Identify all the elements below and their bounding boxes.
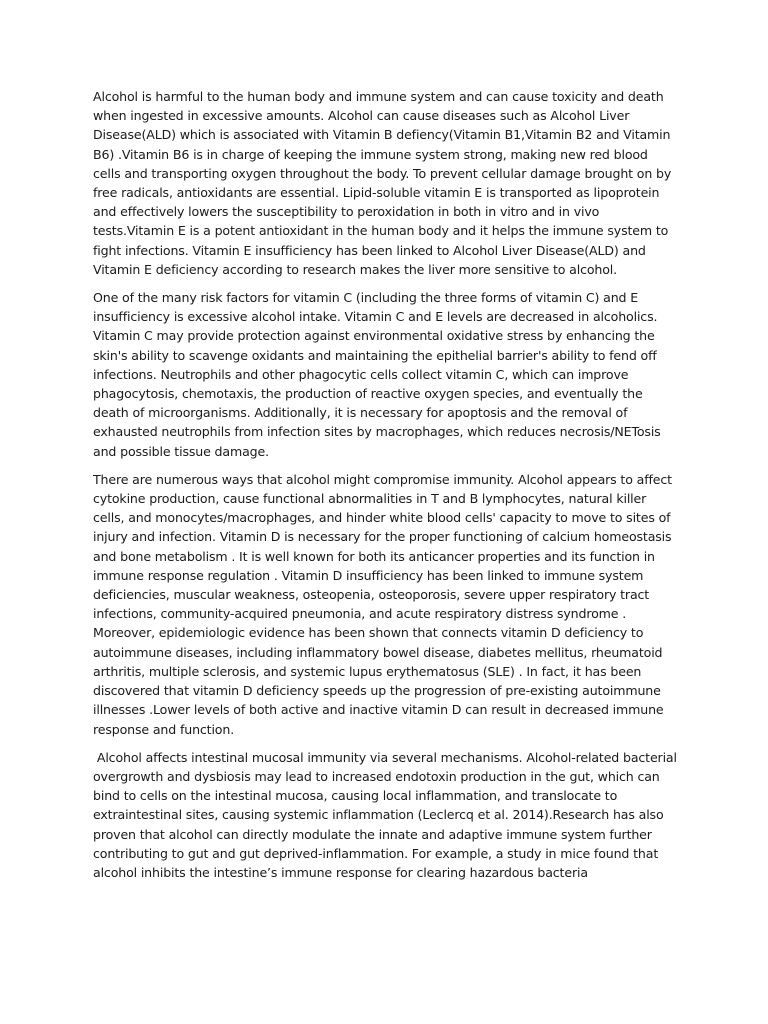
- paragraph-vitamin-d: There are numerous ways that alcohol might compromise immunity. Alcohol appears to affect cytokine production, cause functional abnormalities in T and B lymphocytes, natural killer cells, and monocytes/macrophages, and hinder white blood cells' capacity to move to sites of injury and infection. Vitamin D is necessary for the proper functioning of calcium homeostasis and bone metabolism . It is well known for both its anticancer properties and its function in immune response regulation . Vitamin D insufficiency has been linked to immune system deficiencies, muscular weakness, osteopenia, osteoporosis, severe upper respiratory tract infections, community-acquired pneumonia, and acute respiratory distress syndrome . Moreover, epidemiologic evidence has been shown that connects vitamin D deficiency to autoimmune diseases, including inflammatory bowel disease, diabetes mellitus, rheumatoid arthritis, multiple sclerosis, and systemic lupus erythematosus (SLE) . In fact, it has been discovered that vitamin D deficiency speeds up the progression of pre-existing autoimmune illnesses .Lower levels of both active and inactive vitamin D can result in decreased immune response and function.: [93, 471, 676, 737]
- paragraph-vitamin-c: One of the many risk factors for vitamin C (including the three forms of vitamin C) and E insufficiency is excessive alcohol intake. Vitamin C and E levels are decreased in alcoholics. Vitamin C may provide protection against environmental oxidative stress by enhancing the skin's ability to scavenge oxidants and maintaining the epithelial barrier's ability to fend off infections. Neutrophils and other phagocytic cells collect vitamin C, which can improve phagocytosis, chemotaxis, the production of reactive oxygen species, and eventually the death of microorganisms. Additionally, it is necessary for apoptosis and the removal of exhausted neutrophils from infection sites by macrophages, which reduces necrosis/NETosis and possible tissue damage.: [93, 290, 665, 459]
- paragraph-intestinal-immunity: Alcohol affects intestinal mucosal immunity via several mechanisms. Alcohol-related bacterial overgrowth and dysbiosis may lead to increased endotoxin production in the gut, which can bind to cells on the intestinal mucosa, causing local inflammation, and translocate to extraintestinal sites, causing systemic inflammation (Leclercq et al. 2014).Research has also proven that alcohol can directly modulate the innate and adaptive immune system further contributing to gut and gut deprived-inflammation. For example, a study in mice found that alcohol inhibits the intestine’s immune response for clearing hazardous bacteria: [93, 749, 681, 880]
- document-body: [93, 87, 679, 891]
- paragraph-alcohol-vitamin-b-e: Alcohol is harmful to the human body and immune system and can cause toxicity and death when ingested in excessive amounts. Alcohol can cause diseases such as Alcohol Liver Disease(ALD) which is associated with Vitamin B defiency(Vitamin B1,Vitamin B2 and Vitamin B6) .Vitamin B6 is in charge of keeping the immune system strong, making new red blood cells and transporting oxygen throughout the body. To prevent cellular damage brought on by free radicals, antioxidants are essential. Lipid-soluble vitamin E is transported as lipoprotein and effectively lowers the susceptibility to peroxidation in both in vitro and in vivo tests.Vitamin E is a potent antioxidant in the human body and it helps the immune system to fight infections. Vitamin E insufficiency has been linked to Alcohol Liver Disease(ALD) and Vitamin E deficiency according to research makes the liver more sensitive to alcohol.: [93, 89, 676, 277]
